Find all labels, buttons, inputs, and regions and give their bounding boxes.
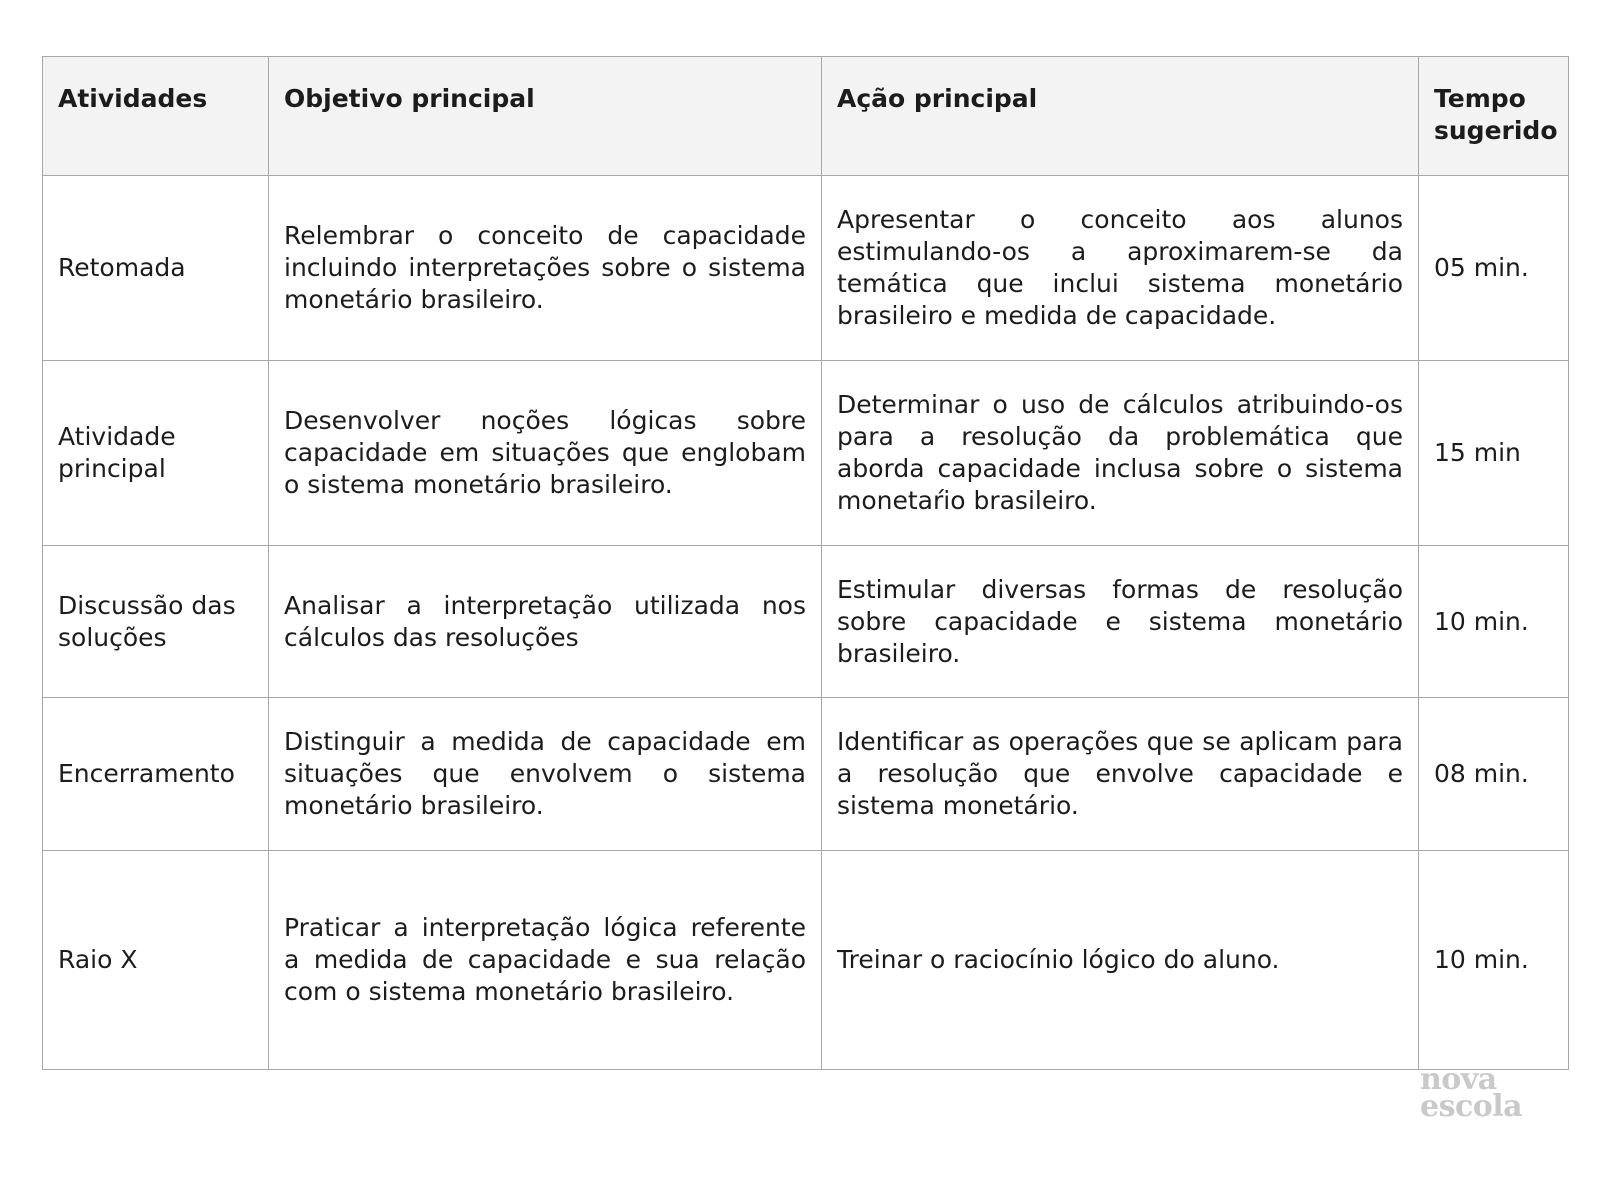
- table-row: [43, 546, 1569, 698]
- header-atividades: Atividades: [43, 57, 269, 176]
- lesson-plan-table: [42, 56, 1569, 1070]
- cell-atividade: Atividade principal: [43, 361, 269, 546]
- table-row: [43, 361, 1569, 546]
- header-tempo: Tempo sugerido: [1419, 57, 1569, 176]
- cell-objetivo: Praticar a interpretação lógica referente a medida de capacidade e sua relação com o sistema monetário brasileiro.: [269, 851, 822, 1070]
- cell-objetivo: Relembrar o conceito de capacidade incluindo interpretações sobre o sistema monetário brasileiro.: [269, 176, 822, 361]
- cell-atividade: Retomada: [43, 176, 269, 361]
- cell-acao: Apresentar o conceito aos alunos estimulando-os a aproximarem-se da temática que inclui sistema monetário brasileiro e medida de capacidade.: [822, 176, 1419, 361]
- cell-objetivo: Desenvolver noções lógicas sobre capacidade em situações que englobam o sistema monetário brasileiro.: [269, 361, 822, 546]
- cell-objetivo: Distinguir a medida de capacidade em situações que envolvem o sistema monetário brasileiro.: [269, 698, 822, 851]
- table-header-row: [43, 57, 1569, 176]
- nova-escola-logo: [1420, 1062, 1523, 1124]
- cell-acao: Identificar as operações que se aplicam para a resolução que envolve capacidade e sistema monetário.: [822, 698, 1419, 851]
- cell-atividade: Raio X: [43, 851, 269, 1070]
- cell-atividade: Discussão das soluções: [43, 546, 269, 698]
- cell-objetivo: Analisar a interpretação utilizada nos cálculos das resoluções: [269, 546, 822, 698]
- header-acao: Ação principal: [822, 57, 1419, 176]
- cell-tempo: 08 min.: [1419, 698, 1569, 851]
- header-objetivo: Objetivo principal: [269, 57, 822, 176]
- cell-acao: Estimular diversas formas de resolução sobre capacidade e sistema monetário brasileiro.: [822, 546, 1419, 698]
- table-row: [43, 176, 1569, 361]
- logo-line-2: escola: [1420, 1089, 1523, 1124]
- table-row: [43, 698, 1569, 851]
- cell-tempo: 15 min: [1419, 361, 1569, 546]
- cell-tempo: 10 min.: [1419, 851, 1569, 1070]
- cell-acao: Determinar o uso de cálculos atribuindo-os para a resolução da problemática que aborda capacidade inclusa sobre o sistema monetaŕio brasileiro.: [822, 361, 1419, 546]
- cell-acao: Treinar o raciocínio lógico do aluno.: [822, 851, 1419, 1070]
- cell-atividade: Encerramento: [43, 698, 269, 851]
- cell-tempo: 10 min.: [1419, 546, 1569, 698]
- logo-line-1: nova: [1420, 1062, 1497, 1097]
- table-row: [43, 851, 1569, 1070]
- cell-tempo: 05 min.: [1419, 176, 1569, 361]
